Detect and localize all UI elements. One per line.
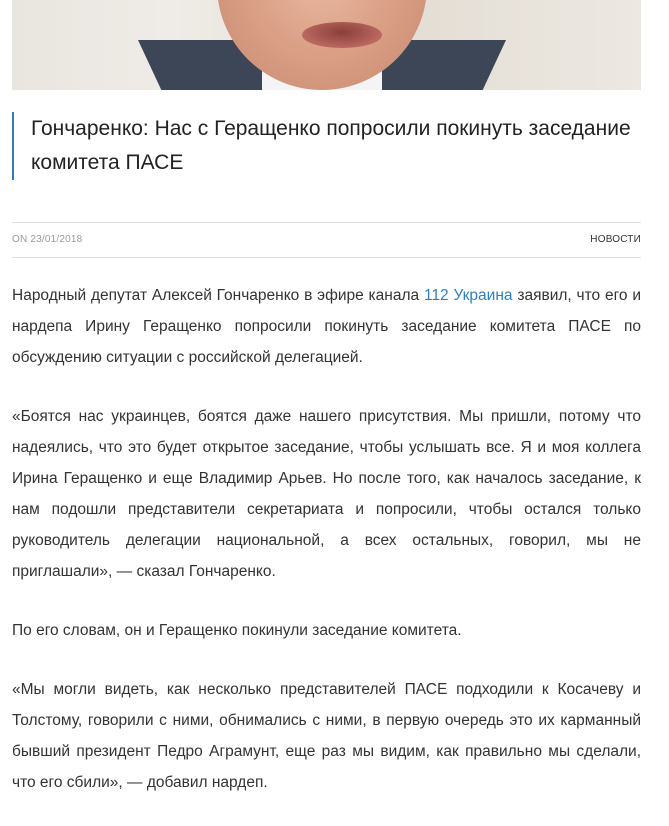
article-title: Гончаренко: Нас с Геращенко попросили покинуть заседание комитета ПАСЕ [31, 117, 631, 174]
article-date: ON 23/01/2018 [12, 234, 83, 245]
article-paragraph: По его словам, он и Геращенко покинули заседание комитета. [12, 622, 462, 639]
article-paragraph: «Мы могли видеть, как несколько представителей ПАСЕ подходили к Косачеву и Толстому, говорили с ними, обнимались с ними, в первую очередь это их карманный бывший президент Педро Аграмунт, еще раз мы видим, как правильно мы сделали, что его сбили», — добавил нардеп. [12, 681, 641, 791]
channel-link[interactable]: 112 Украина [423, 287, 513, 304]
article-paragraph [12, 280, 641, 373]
article-title-block [12, 112, 660, 180]
article-meta-bar [12, 222, 641, 258]
article-paragraph: «Боятся нас украинцев, боятся даже нашего присутствия. Мы пришли, потому что надеялись, что это будет открытое заседание, чтобы услышать все. Я и моя коллега Ирина Геращенко и еще Владимир Арьев. Но после того, как началось заседание, к нам подошли представители секретариата и попросили, чтобы остался только руководитель делегации национальной, а всех остальных, говорил, мы не приглашали», — сказал Гончаренко. [12, 408, 641, 580]
category-link[interactable]: НОВОСТИ [590, 234, 641, 245]
hero-mouth [302, 22, 382, 48]
paragraph-text: Народный депутат Алексей Гончаренко в эфире канала [12, 287, 424, 304]
paragraph-text: заявил, что его и нардепа Ирину Геращенко попросили покинуть заседание комитета ПАСЕ по обсуждению ситуации с российской делегацией. [12, 287, 641, 366]
article-hero-image [12, 0, 641, 90]
article-body [12, 280, 641, 826]
